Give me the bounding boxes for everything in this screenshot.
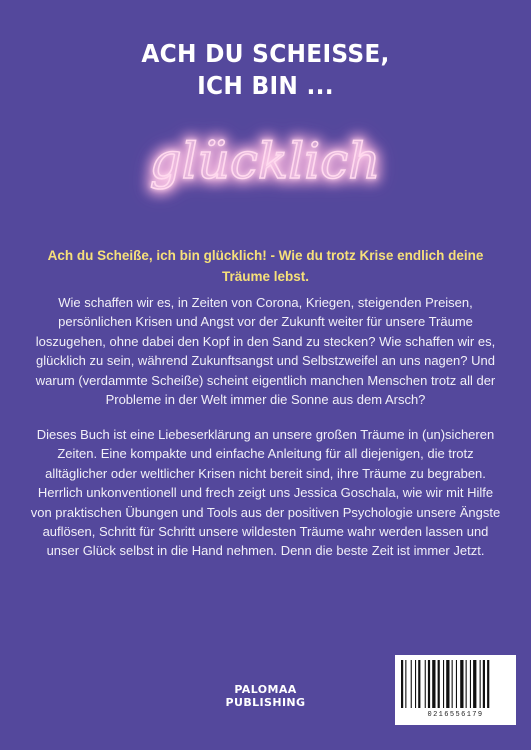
barcode-bar (460, 660, 463, 708)
barcode-bar (466, 660, 467, 708)
barcode (395, 655, 516, 725)
barcode-bar (470, 660, 471, 708)
barcode-bar (473, 660, 476, 708)
publisher-line-1: PALOMAA (234, 683, 297, 696)
barcode-bar (443, 660, 444, 708)
barcode-bar (452, 660, 453, 708)
barcode-number: 0216556179 (427, 711, 484, 719)
barcode-bar (418, 660, 420, 708)
barcode-bar (456, 660, 457, 708)
headline (19, 38, 513, 102)
barcode-bar (483, 660, 485, 708)
headline-line-1: ACH DU SCHEISSE, (141, 39, 390, 68)
neon-word-glucklich (0, 118, 531, 228)
barcode-bar (480, 660, 481, 708)
barcode-bars (395, 655, 516, 711)
barcode-bar (487, 660, 489, 708)
publisher-line-2: PUBLISHING (225, 696, 306, 709)
barcode-bar (415, 660, 416, 708)
blurb-paragraph-1: Wie schaffen wir es, in Zeiten von Corona, Kriegen, steigenden Preisen, persönlichen Krisen und Angst vor der Zukunft weiter für unsere Träume loszugehen, ohne dabei den Kopf in den Sand zu stecken? Wie schaffen wir es, glücklich zu sein, während Zukunftsangst und Selbstzweifel an uns nagen? Und warum (verdammte Scheiße) scheint eigentlich manchen Menschen trotz all der Probleme in der Welt immer die Sonne aus dem Arsch? (35, 295, 496, 408)
book-subtitle: Ach du Scheiße, ich bin glücklich! - Wie du trotz Krise endlich deine Träume lebst. (47, 248, 484, 284)
barcode-bar (405, 660, 406, 708)
barcode-bar (401, 660, 403, 708)
barcode-bar (411, 660, 412, 708)
headline-line-2: ICH BIN ... (197, 71, 334, 100)
blurb-paragraph-2: Dieses Buch ist eine Liebeserklärung an unsere großen Träume in (un)sicheren Zeiten. Eine kompakte und einfache Anleitung für all diejenigen, die trotz alltäglicher oder weltlicher Krisen nicht bereit sind, ihre Träume zu begraben. Herrlich unkonventionell und frech zeigt uns Jessica Goschala, wie wir mit Hilfe von praktischen Übungen und Tools aus der positiven Psychologie unsere Ängste auflösen, Schritt für Schritt unsere wildesten Träume wahr werden lassen und unser Glück selbst in die Hand nehmen. Denn die beste Zeit ist immer Jetzt. (30, 427, 501, 559)
barcode-bar (428, 660, 430, 708)
barcode-bar (446, 660, 449, 708)
barcode-bar (438, 660, 440, 708)
barcode-bar (425, 660, 426, 708)
neon-word-text: glücklich (149, 132, 381, 190)
barcode-bar (432, 660, 435, 708)
